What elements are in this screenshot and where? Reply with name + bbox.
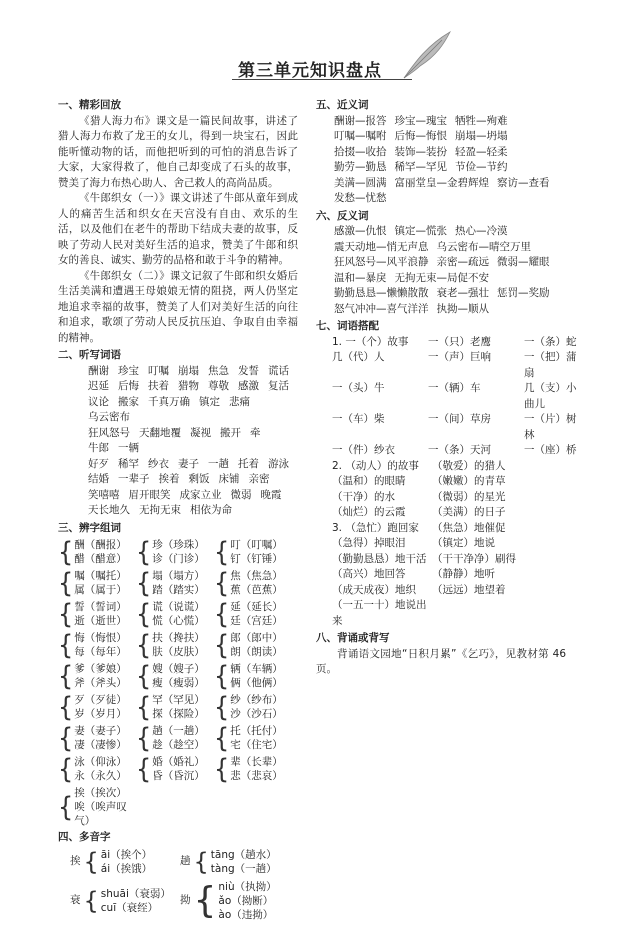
char-pair (136, 693, 214, 721)
word-pair: 后悔—悔恨 (394, 130, 447, 142)
char-word: 趟（一趟） (152, 725, 205, 737)
word-pair: 热心—冷漠 (455, 225, 508, 237)
brace-icon: { (58, 722, 74, 754)
dictation-word: 微弱 (230, 488, 252, 501)
dictation-word: 牛郎 (88, 442, 109, 454)
word-pair: （干净）的水 (332, 490, 395, 503)
dictation-word: 一辆 (118, 442, 139, 454)
reading: ǎo（拗断） (218, 894, 274, 907)
char-word: 嘱（嘱托） (74, 570, 127, 582)
char-pair (136, 569, 214, 597)
char-word: 扶（搀扶） (152, 632, 205, 644)
char-word: 辆（车辆） (230, 663, 283, 675)
synonym-list (316, 114, 566, 207)
word-row (332, 350, 577, 381)
word-pair: （远远）地望着 (432, 583, 506, 596)
char-pair (58, 662, 136, 690)
char-word: 焦（焦急） (230, 570, 283, 582)
word-pair: 3. （急忙）跑回家 (332, 521, 419, 534)
reading: niù（执拗） (218, 880, 277, 893)
brace-icon: { (136, 691, 152, 723)
dictation-word: 珍宝 (118, 364, 139, 377)
dictation-word: 凝视 (190, 426, 211, 439)
dictation-word: 眉开眼笑 (128, 488, 171, 501)
word-row (334, 255, 566, 271)
word-pair: （嫩嫩）的青草 (432, 475, 506, 487)
word-pair: 一（只）老鹰 (428, 335, 491, 348)
polyphone-item (70, 880, 180, 922)
word-pair: 怒气冲冲—喜气洋洋 (334, 302, 429, 315)
char-word: 挨（挨次） (74, 787, 127, 799)
dictation-word: 妻子 (178, 457, 199, 470)
char-word: 悔（悔恨） (74, 632, 127, 644)
word-pair: （高兴）地回答 (332, 568, 406, 580)
char-word: 瘦（瘦弱） (152, 677, 205, 689)
reading: ào（违拗） (218, 908, 274, 921)
char-pair (214, 569, 292, 597)
word-row (334, 129, 566, 145)
dictation-word: 迟延 (88, 380, 109, 392)
dictation-word: 搬家 (118, 395, 139, 408)
dictation-word: 酬谢 (88, 364, 109, 377)
word-pair: 珍宝—瑰宝 (394, 114, 447, 127)
dictation-word: 猎物 (178, 380, 199, 392)
char-pair (136, 724, 214, 752)
polyphone-char: 挨 (70, 854, 81, 867)
word-pair: 一（头）牛 (332, 382, 385, 394)
char-word: 廷（宫廷） (230, 615, 283, 627)
word-row (88, 457, 298, 473)
polyphone-char: 衰 (70, 893, 81, 906)
page-title: 第三单元知识盘点 (238, 61, 382, 81)
recitation-text: 背诵语文园地“日积月累”《乞巧》，见教材第 46 页。 (316, 647, 566, 675)
word-row (334, 271, 566, 287)
word-pair: 衰老—强壮 (436, 287, 489, 299)
char-pair (214, 600, 292, 628)
brace-icon: { (58, 660, 74, 692)
dictation-word: 好歹 (88, 457, 109, 470)
char-word: 宅（住宅） (230, 739, 283, 751)
dictation-word: 后悔 (118, 380, 139, 392)
brace-icon: { (83, 847, 99, 876)
word-row (88, 379, 298, 395)
char-word: 谎（说谎） (152, 601, 205, 613)
reading: tàng（一趟） (210, 862, 277, 875)
brace-icon: { (214, 567, 230, 599)
word-pair: （勤勤恳恳）地干活 (332, 552, 427, 565)
brace-icon: { (193, 847, 209, 876)
collocation-group-2 (316, 459, 566, 521)
dictation-word: 托着 (238, 457, 259, 470)
word-pair: 一（声）巨响 (428, 351, 491, 363)
word-pair: （静静）地听 (432, 568, 495, 580)
word-pair: （焦急）地催促 (432, 521, 506, 534)
brace-icon: { (214, 691, 230, 723)
word-pair: 狂风怒号—风平浪静 (334, 256, 429, 268)
section-heading: 四、多音字 (58, 831, 111, 843)
dictation-word: 笑嘻嘻 (88, 488, 120, 501)
dictation-word: 焦急 (208, 364, 229, 377)
word-row (316, 598, 566, 629)
char-word: 慌（心慌） (152, 615, 205, 627)
char-pair (214, 538, 292, 566)
dictation-word: 狂风怒号 (88, 426, 130, 439)
dictation-word: 结婚 (88, 473, 109, 485)
word-pair: 一（间）草房 (428, 413, 491, 425)
section-heading: 二、听写词语 (58, 349, 121, 361)
char-pair (136, 662, 214, 690)
word-pair: （温和）的眼睛 (332, 475, 406, 487)
word-pair: 震天动地—悄无声息 (334, 240, 429, 253)
brace-icon: { (58, 629, 74, 661)
char-word: 属（属于） (74, 584, 127, 596)
char-word: 昏（昏沉） (152, 770, 205, 782)
char-word: 肤（皮肤） (152, 646, 205, 658)
char-word: 叮（叮嘱） (230, 539, 283, 551)
reading: cuī（衰绖） (100, 901, 159, 914)
char-word: 郎（郎中） (230, 632, 283, 644)
word-pair: （干干净净）刷得 (432, 552, 516, 565)
char-word: 凄（凄惨） (74, 739, 127, 751)
char-pair (136, 631, 214, 659)
brace-icon: { (58, 791, 74, 823)
dictation-word: 发誓 (238, 364, 259, 377)
word-row (316, 474, 566, 490)
word-pair: （微弱）的星光 (432, 490, 506, 503)
char-word: 俩（他俩） (230, 677, 283, 689)
word-pair: 2. （动人）的故事 (332, 459, 419, 472)
char-pair (214, 724, 292, 752)
char-word: 探（探险） (152, 708, 205, 720)
dictation-word: 搬开 (220, 426, 241, 439)
char-word: 爹（爹娘） (74, 663, 127, 675)
word-row (316, 552, 566, 568)
char-word: 朗（朗读） (230, 646, 283, 658)
section-heading: 八、背诵或背写 (316, 632, 390, 644)
word-pair: （敬爱）的猎人 (432, 459, 506, 472)
char-word: 唉（唉声叹气） (74, 801, 127, 827)
char-pair (58, 600, 136, 628)
word-pair: 节俭—节约 (455, 161, 508, 173)
brace-icon: { (58, 536, 74, 568)
char-word: 钉（钉锤） (230, 553, 283, 565)
word-row (334, 302, 566, 318)
word-pair: 叮嘱—嘱咐 (334, 130, 387, 142)
dictation-word: 千真万确 (148, 395, 190, 408)
word-pair: 一（座）桥 (524, 444, 577, 456)
word-row (334, 286, 566, 302)
dictation-word: 亲密 (248, 473, 270, 485)
word-row (334, 224, 566, 240)
brace-icon: { (214, 753, 230, 785)
word-row (334, 145, 566, 161)
brace-icon: { (58, 567, 74, 599)
word-pair: 牺牲—殉难 (455, 114, 508, 127)
char-word: 珍（珍珠） (152, 539, 205, 551)
dictation-word: 议论 (88, 395, 109, 408)
paragraph: 《牛郎织女（一）》课文讲述了牛郎从童年到成人的痛苦生活和织女在天宫没有自由、欢乐的生活，以及他们在老牛的帮助下结成夫妻的故事，反映了劳动人民对美好生活的追求，赞美了牛郎和织女的善良、诚实、勤劳的品格和敢于斗争的精神。 (58, 192, 298, 266)
brace-icon: { (58, 691, 74, 723)
word-row (316, 505, 566, 521)
brace-icon: { (214, 536, 230, 568)
char-word: 辈（长辈） (230, 756, 283, 768)
brace-icon: { (136, 567, 152, 599)
word-row (332, 381, 577, 412)
word-pair: （急得）掉眼泪 (332, 537, 406, 549)
polyphone-item (180, 880, 290, 922)
word-row (316, 567, 566, 583)
brace-icon: { (136, 598, 152, 630)
word-pair: 拾掇—收拾 (334, 145, 387, 158)
char-word: 蕉（芭蕉） (230, 584, 283, 596)
dictation-word: 稀罕 (118, 457, 139, 470)
section-heading: 三、辨字组词 (58, 521, 121, 534)
dictation-word: 复活 (268, 380, 289, 392)
word-row (334, 160, 566, 176)
dictation-word: 天翻地覆 (139, 426, 181, 439)
dictation-word: 叮嘱 (148, 364, 169, 377)
word-row (88, 503, 298, 519)
dictation-word: 床铺 (218, 473, 240, 485)
dictation-word: 相依为命 (190, 504, 232, 516)
word-pair: 一（辆）车 (428, 382, 481, 394)
word-pair: 一（条）天河 (428, 444, 491, 456)
word-pair: 美满—圆满 (334, 176, 387, 189)
word-pair: 勤劳—勤恳 (334, 161, 387, 173)
char-pair (58, 538, 136, 566)
dictation-word: 悲痛 (229, 395, 250, 408)
char-pair (58, 631, 136, 659)
word-row (334, 176, 566, 192)
word-pair: 装饰—装扮 (394, 145, 447, 158)
char-pair (58, 693, 136, 721)
word-pair: 1. 一（个）故事 (332, 335, 409, 348)
char-pair (214, 755, 292, 783)
char-pair (136, 600, 214, 628)
char-word: 悲（悲哀） (230, 770, 283, 782)
brace-icon: { (58, 753, 74, 785)
word-pair: （美满）的日子 (432, 506, 506, 518)
char-word: 嫂（嫂子） (152, 663, 205, 675)
char-pair (58, 569, 136, 597)
word-pair: 温和—暴戾 (334, 271, 387, 284)
word-pair: 发愁—忧愁 (334, 192, 387, 204)
char-pair (58, 724, 136, 752)
character-compare-grid (58, 538, 298, 828)
polyphone-item (180, 848, 290, 876)
word-row (332, 443, 577, 459)
word-pair: 执拗—顺从 (436, 302, 489, 315)
word-row (88, 364, 298, 380)
dictation-word: 扶着 (148, 380, 169, 392)
word-pair: 稀罕—罕见 (394, 161, 447, 173)
brace-icon: { (83, 886, 99, 915)
word-row (88, 472, 298, 488)
word-row (88, 426, 298, 457)
word-row (316, 536, 566, 552)
word-pair: 崩塌—坍塌 (455, 130, 508, 142)
word-pair: 一（片）树林 (524, 413, 577, 441)
char-pair (58, 755, 136, 783)
polyphone-list (58, 848, 298, 926)
char-pair (214, 693, 292, 721)
word-pair: 乌云密布—晴空万里 (436, 240, 531, 253)
section-heading: 五、近义词 (316, 99, 369, 111)
dictation-word: 天长地久 (88, 504, 130, 516)
char-word: 妻（妻子） (74, 725, 127, 737)
char-word: 婚（婚礼） (152, 756, 205, 768)
word-pair: 亲密—疏远 (436, 256, 489, 268)
word-pair: 一（把）蒲扇 (524, 351, 577, 379)
char-word: 罕（罕见） (152, 694, 205, 706)
word-row (316, 459, 566, 475)
char-word: 趁（趁空） (152, 739, 205, 751)
word-row (88, 488, 298, 504)
word-row (334, 240, 566, 256)
char-word: 沙（沙石） (230, 708, 283, 720)
word-pair: 几（支）小曲儿 (524, 382, 577, 410)
dictation-word: 剩饭 (188, 473, 210, 485)
polyphone-char: 拗 (180, 893, 191, 906)
brace-icon: { (214, 598, 230, 630)
word-pair: 轻盈—轻柔 (455, 145, 508, 158)
paragraph: 《猎人海力布》课文是一篇民间故事，讲述了猎人海力布救了龙王的女儿，得到一块宝石，因此能听懂动物的话，而他把听到的可怕的消息告诉了大家，大家得救了，他自己却变成了石头的故事，赞美了海力布热心助人、舍己救人的高尚品质。 (58, 114, 298, 189)
brace-icon: { (58, 598, 74, 630)
word-pair: 镇定—慌张 (394, 225, 447, 237)
char-word: 托（托付） (230, 725, 283, 737)
word-pair: （一五一十）地说出来 (332, 599, 427, 627)
char-word: 逝（逝世） (74, 615, 127, 627)
word-row (88, 395, 298, 426)
word-pair: 富丽堂皇—金碧辉煌 (394, 176, 489, 189)
word-pair: 几（代）人 (332, 351, 385, 363)
char-word: 歹（歹徒） (74, 694, 127, 706)
dictation-word: 乌云密布 (88, 411, 130, 423)
word-pair: （镇定）地说 (432, 537, 495, 549)
reading: āi（挨个） (100, 848, 153, 861)
word-pair: 一（条）蛇 (524, 335, 577, 348)
antonym-list (316, 224, 566, 317)
word-pair: 一（件）纱衣 (332, 444, 395, 456)
collocation-group-1 (316, 335, 577, 459)
collocation-group-3 (316, 521, 566, 630)
char-pair (136, 755, 214, 783)
word-pair: 微弱—耀眼 (497, 256, 550, 268)
char-word: 酬（酬报） (74, 539, 127, 551)
word-row (334, 191, 566, 207)
dictation-word: 一辈子 (118, 473, 150, 485)
brace-icon: { (214, 629, 230, 661)
word-row (332, 412, 577, 443)
section-heading: 六、反义词 (316, 209, 369, 222)
dictation-word: 感激 (238, 380, 259, 392)
dictation-word: 崩塌 (178, 364, 199, 377)
dictation-word: 无拘无束 (139, 504, 181, 516)
word-row (334, 114, 566, 130)
dictation-word: 一趟 (208, 457, 229, 470)
brace-icon: { (136, 753, 152, 785)
dictation-word: 游泳 (268, 457, 289, 470)
brace-icon: { (136, 660, 152, 692)
word-row (316, 583, 566, 599)
reading: shuāi（衰弱） (100, 887, 171, 900)
char-word: 延（延长） (230, 601, 283, 613)
char-word: 泳（仰泳） (74, 756, 127, 768)
word-pair: 一（车）柴 (332, 413, 385, 425)
brace-icon: { (136, 536, 152, 568)
char-word: 斧（斧头） (74, 677, 127, 689)
word-pair: 感激—仇恨 (334, 225, 387, 237)
char-word: 诊（门诊） (152, 553, 205, 565)
dictation-word: 谎话 (268, 364, 289, 377)
word-row (332, 335, 577, 351)
char-word: 踏（踏实） (152, 584, 205, 596)
dictation-word: 牵 (250, 426, 261, 439)
word-row (316, 490, 566, 506)
dictation-word: 尊敬 (208, 380, 229, 392)
section-heading: 一、精彩回放 (58, 99, 121, 111)
title-underline (232, 79, 412, 80)
brace-icon: { (214, 660, 230, 692)
dictation-word: 晚霞 (260, 488, 282, 501)
char-word: 每（每年） (74, 646, 127, 658)
char-word: 醋（醋意） (74, 553, 127, 565)
word-pair: 无拘无束—局促不安 (394, 271, 489, 284)
brace-icon: { (214, 722, 230, 754)
char-word: 永（永久） (74, 770, 127, 782)
char-word: 纱（纱布） (230, 694, 283, 706)
word-pair: 勤勤恳恳—懒懒散散 (334, 287, 429, 299)
char-word: 岁（岁月） (74, 708, 127, 720)
paragraph: 《牛郎织女（二）》课文记叙了牛郎和织女婚后生活美满和遭遇王母娘娘无情的阻挠，两人仍坚定地追求幸福的故事，赞美了人们对美好生活的向往和追求，歌颂了劳动人民反抗压迫、争取自由幸福的精神。 (58, 269, 298, 344)
dictation-word-list (58, 364, 298, 519)
brace-icon: { (136, 629, 152, 661)
dictation-word: 镇定 (199, 395, 220, 408)
char-word: 誓（誓词） (74, 601, 127, 613)
char-pair (214, 631, 292, 659)
right-column (316, 96, 577, 678)
brace-icon: { (136, 722, 152, 754)
word-pair: （成天成夜）地织 (332, 583, 416, 596)
word-pair: 惩罚—奖励 (497, 287, 550, 299)
dictation-word: 纱衣 (148, 457, 169, 470)
reading: tāng（趟水） (210, 848, 277, 861)
word-pair: （灿烂）的云霞 (332, 506, 406, 518)
left-column (58, 96, 298, 926)
section-heading: 七、词语搭配 (316, 320, 379, 332)
char-word: 塌（塌方） (152, 570, 205, 582)
word-pair: 察访—查看 (497, 176, 550, 189)
dictation-word: 挨着 (158, 473, 180, 485)
polyphone-char: 趟 (180, 854, 191, 867)
word-pair: 酬谢—报答 (334, 114, 387, 127)
polyphone-item (70, 848, 180, 876)
char-pair (136, 538, 214, 566)
char-pair (58, 786, 136, 828)
brace-icon: { (193, 879, 217, 921)
char-pair (214, 662, 292, 690)
word-row (316, 521, 566, 537)
reading: ái（挨饿） (100, 862, 153, 875)
dictation-word: 成家立业 (179, 488, 222, 501)
